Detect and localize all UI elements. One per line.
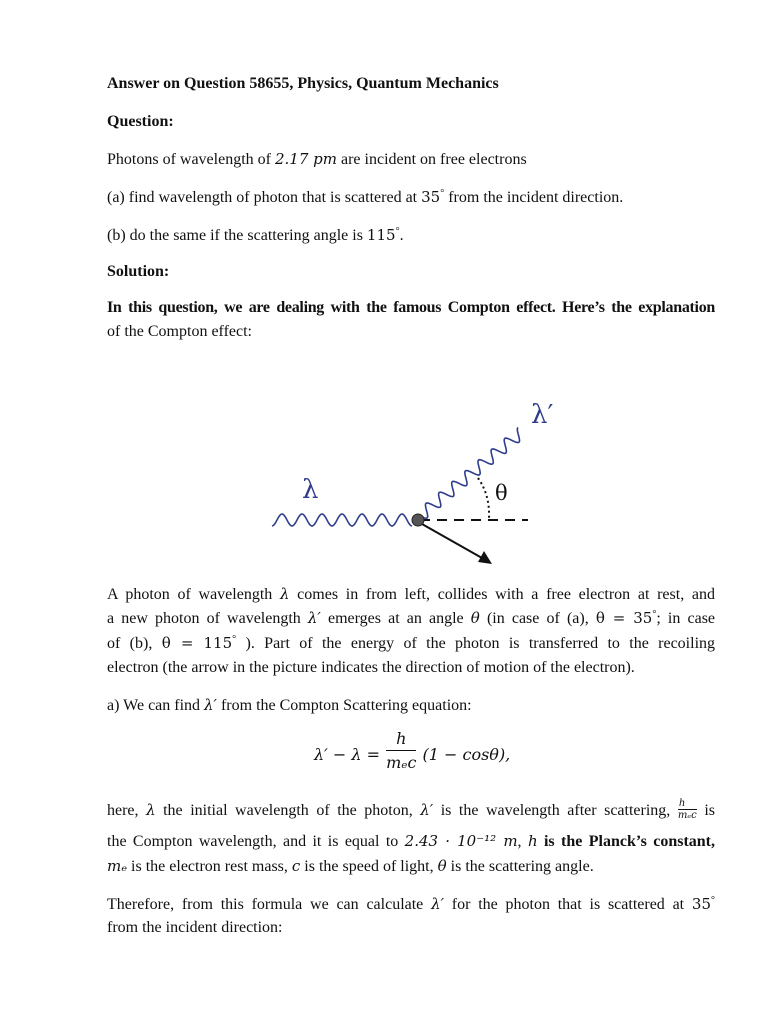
lambda-prime-symbol: λ′ <box>420 801 434 820</box>
para1-line-2 <box>107 608 715 629</box>
angle-value: 35 <box>421 188 441 206</box>
lambda-label: λ <box>302 475 319 505</box>
text: ; in case <box>656 610 716 627</box>
text: is the scattering angle. <box>446 858 594 875</box>
electron-recoil-arrow <box>422 524 482 558</box>
degree-sign: ° <box>440 188 445 199</box>
compton-wavelength-fraction <box>678 798 697 821</box>
intro-line-1: In this question, we are dealing with the famous Compton effect. Here’s the explanation <box>107 299 715 316</box>
theta-symbol: θ <box>437 857 447 875</box>
lambda-prime-symbol: λ′ <box>204 696 217 714</box>
text: the initial wavelength of the photon, <box>155 802 421 820</box>
me-symbol: mₑ <box>107 857 128 875</box>
text: is <box>696 802 715 820</box>
lambda-symbol: λ <box>146 801 156 820</box>
angle-equation: θ = 115 <box>161 634 233 652</box>
text: from the Compton Scattering equation: <box>216 697 472 714</box>
fraction-numerator: h <box>386 728 416 751</box>
para2-line-2 <box>107 831 715 852</box>
lambda-symbol: λ <box>279 585 290 603</box>
fraction-denominator: mₑc <box>386 753 417 772</box>
question-b <box>107 225 404 246</box>
para2-line-3 <box>107 856 594 877</box>
text: of (b), <box>107 635 162 652</box>
fraction-numerator: h <box>678 798 697 810</box>
degree-sign: ° <box>652 609 657 620</box>
text: Therefore, from this formula we can calculate <box>107 896 432 913</box>
lambda-prime-symbol: λ′ <box>431 895 444 913</box>
text: is the wavelength after scattering, <box>433 802 678 820</box>
text: (b) do the same if the scattering angle is <box>107 227 367 244</box>
compton-diagram <box>260 385 580 575</box>
angle-value: 115 <box>366 226 396 244</box>
compton-wavelength-value: 2.43 · 10⁻¹² m <box>404 832 518 850</box>
para3-line-1 <box>107 894 715 915</box>
degree-sign: ° <box>232 634 237 645</box>
question-label: Question: <box>107 113 174 130</box>
degree-sign: ° <box>711 895 715 906</box>
wavelength-value: 2.17 pm <box>274 150 337 168</box>
angle-with-degree <box>692 896 715 913</box>
equation-lhs: λ′ − λ = <box>314 745 380 764</box>
text: are incident on free electrons <box>336 151 527 168</box>
para2-line-1 <box>107 800 715 823</box>
lambda-prime-label: λ′ <box>531 400 554 430</box>
text: from the incident direction. <box>444 189 624 206</box>
angle-value: 35 <box>691 895 711 913</box>
compton-equation <box>314 728 510 780</box>
para1-line-4: electron (the arrow in the picture indicates the direction of motion of the electron). <box>107 659 635 676</box>
equation-fraction <box>386 728 416 775</box>
incident-photon-wave <box>272 514 412 526</box>
para3-line-2: from the incident direction: <box>107 919 283 936</box>
text: here, <box>107 802 147 820</box>
text: (a) find wavelength of photon that is scattered at <box>107 189 422 206</box>
text: ). Part of the energy of the photon is transferred to the recoiling <box>236 635 716 652</box>
intro-line-2: of the Compton effect: <box>107 323 252 340</box>
page-title: Answer on Question 58655, Physics, Quantum Mechanics <box>107 75 499 92</box>
question-a <box>107 187 623 208</box>
angle-equation: θ = 35 <box>595 609 653 627</box>
para1-line-3 <box>107 633 715 654</box>
text: . <box>399 227 404 244</box>
text: emerges at an angle <box>320 610 471 627</box>
equation-rhs: (1 − cosθ), <box>422 745 511 764</box>
text: , <box>517 833 528 850</box>
part-a-line <box>107 695 472 716</box>
solution-label: Solution: <box>107 263 170 280</box>
text: for the photon that is scattered at <box>443 896 692 913</box>
text: is the speed of light, <box>300 858 438 875</box>
text: comes in from left, collides with a free electron at rest, and <box>289 586 715 603</box>
degree-sign: ° <box>395 226 400 237</box>
c-symbol: c <box>291 857 301 875</box>
fraction-denominator: mₑc <box>677 810 697 821</box>
theta-symbol: θ <box>470 609 480 627</box>
text: the Compton wavelength, and it is equal to <box>107 833 405 850</box>
text: is the electron rest mass, <box>127 858 292 875</box>
text: A photon of wavelength <box>107 586 280 603</box>
para1-line-1 <box>107 584 715 605</box>
text: a new photon of wavelength <box>107 610 308 627</box>
question-intro <box>107 149 527 170</box>
text: a) We can find <box>107 697 205 714</box>
text: (in case of (a), <box>479 610 596 627</box>
angle-arc <box>478 478 489 518</box>
text: Photons of wavelength of <box>107 151 275 168</box>
theta-label: θ <box>495 481 508 505</box>
h-symbol: h <box>527 832 538 850</box>
text: is the Planck’s constant, <box>537 833 715 850</box>
lambda-prime-symbol: λ′ <box>307 609 321 627</box>
electron <box>412 514 424 526</box>
